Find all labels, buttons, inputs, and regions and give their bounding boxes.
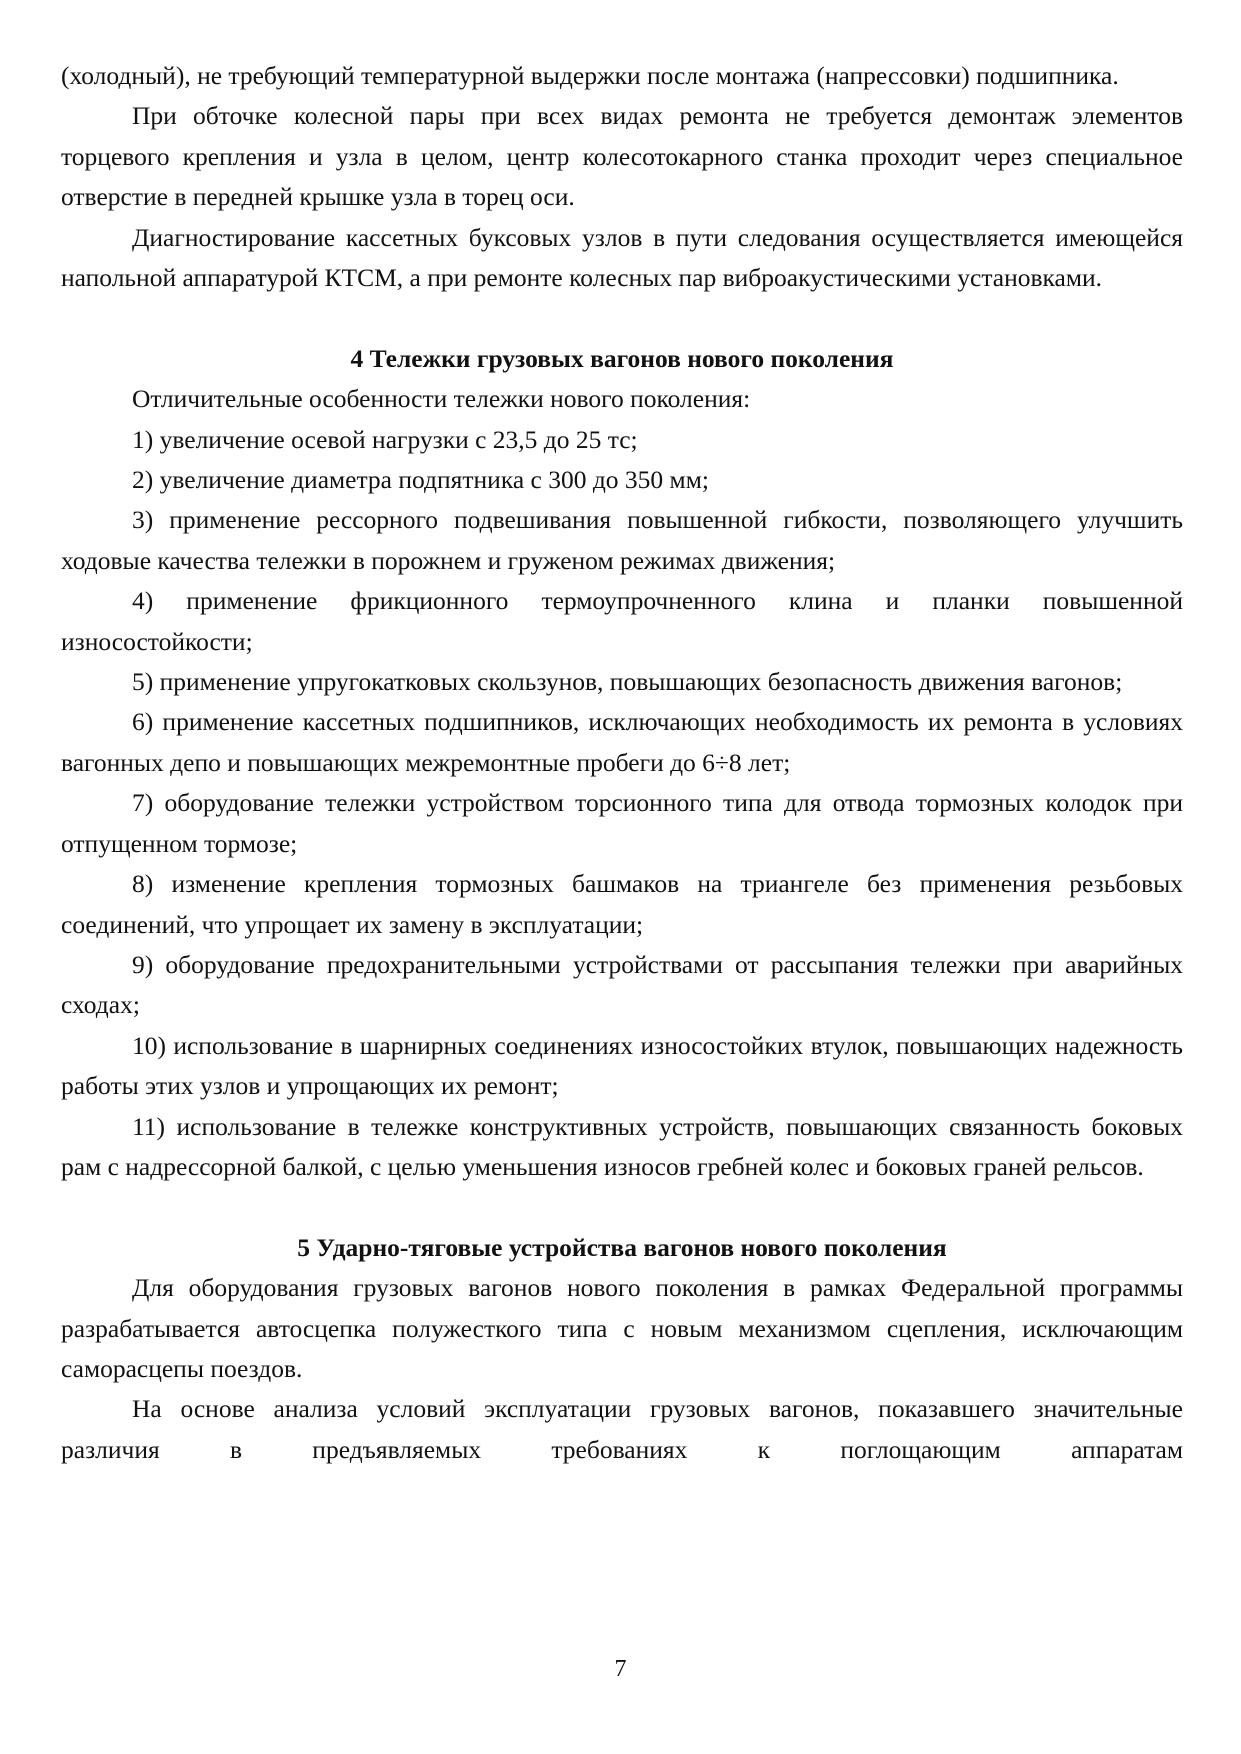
list-item: 5) применение упругокатковых скользунов, повышающих безопасность движения вагонов; — [132, 667, 1123, 697]
list-item: 4) применение фрикционного термоупрочненного клина и планки повышенной износостойкости; — [61, 586, 1183, 656]
paragraph: (холодный), не требующий температурной выдержки после монтажа (напрессовки) подшипника. — [61, 61, 1119, 90]
list-item: 11) использование в тележке конструктивных устройств, повышающих связанность боковых рам с надрессорной балкой, с целью уменьшения износов гребней колес и боковых граней рельсов. — [61, 1111, 1183, 1181]
list-item: 9) оборудование предохранительными устройствами от рассыпания тележки при аварийных сходах; — [61, 949, 1183, 1020]
paragraph: При обточке колесной пары при всех видах ремонта не требуется демонтаж элементов торцевого крепления и узла в целом, центр колесотокарного станка проходит через специальное отверстие в передней крышке узла в торец оси. — [61, 101, 1183, 212]
section-heading: 4 Тележки грузовых вагонов нового поколения — [350, 343, 894, 373]
list-item: 6) применение кассетных подшипников, исключающих необходимость их ремонта в условиях вагонных депо и повышающих межремонтные пробеги до 6÷8 лет; — [61, 707, 1183, 777]
paragraph: Отличительные особенности тележки нового поколения: — [132, 384, 751, 414]
page-number: 7 — [614, 1656, 627, 1682]
paragraph: На основе анализа условий эксплуатации грузовых вагонов, показавшего значительные различия в предъявляемых требованиях к поглощающим аппаратам — [61, 1394, 1183, 1464]
list-item: 10) использование в шарнирных соединениях износостойких втулок, повышающих надежность работы этих узлов и упрощающих их ремонт; — [61, 1030, 1183, 1101]
list-item: 2) увеличение диаметра подпятника с 300 до 350 мм; — [132, 465, 709, 495]
paragraph: Для оборудования грузовых вагонов нового поколения в рамках Федеральной программы разрабатывается автосцепка полужесткого типа с новым механизмом сцепления, исключающим саморасцепы поездов. — [61, 1273, 1183, 1383]
list-item: 8) изменение крепления тормозных башмаков на триангеле без применения резьбовых соединений, что упрощает их замену в эксплуатации; — [61, 869, 1183, 939]
section-heading: 5 Ударно-тяговые устройства вагонов нового поколения — [297, 1232, 947, 1262]
document-page — [61, 56, 1183, 1470]
paragraph: Диагностирование кассетных буксовых узлов в пути следования осуществляется имеющейся напольной аппаратурой КТСМ, а при ремонте колесных пар виброакустическими установками. — [61, 222, 1183, 293]
list-item: 7) оборудование тележки устройством торсионного типа для отвода тормозных колодок при отпущенном тормозе; — [61, 788, 1183, 858]
list-item: 3) применение рессорного подвешивания повышенной гибкости, позволяющего улучшить ходовые качества тележки в порожнем и груженом режимах движения; — [61, 505, 1183, 575]
list-item: 1) увеличение осевой нагрузки с 23,5 до 25 тс; — [132, 424, 638, 454]
